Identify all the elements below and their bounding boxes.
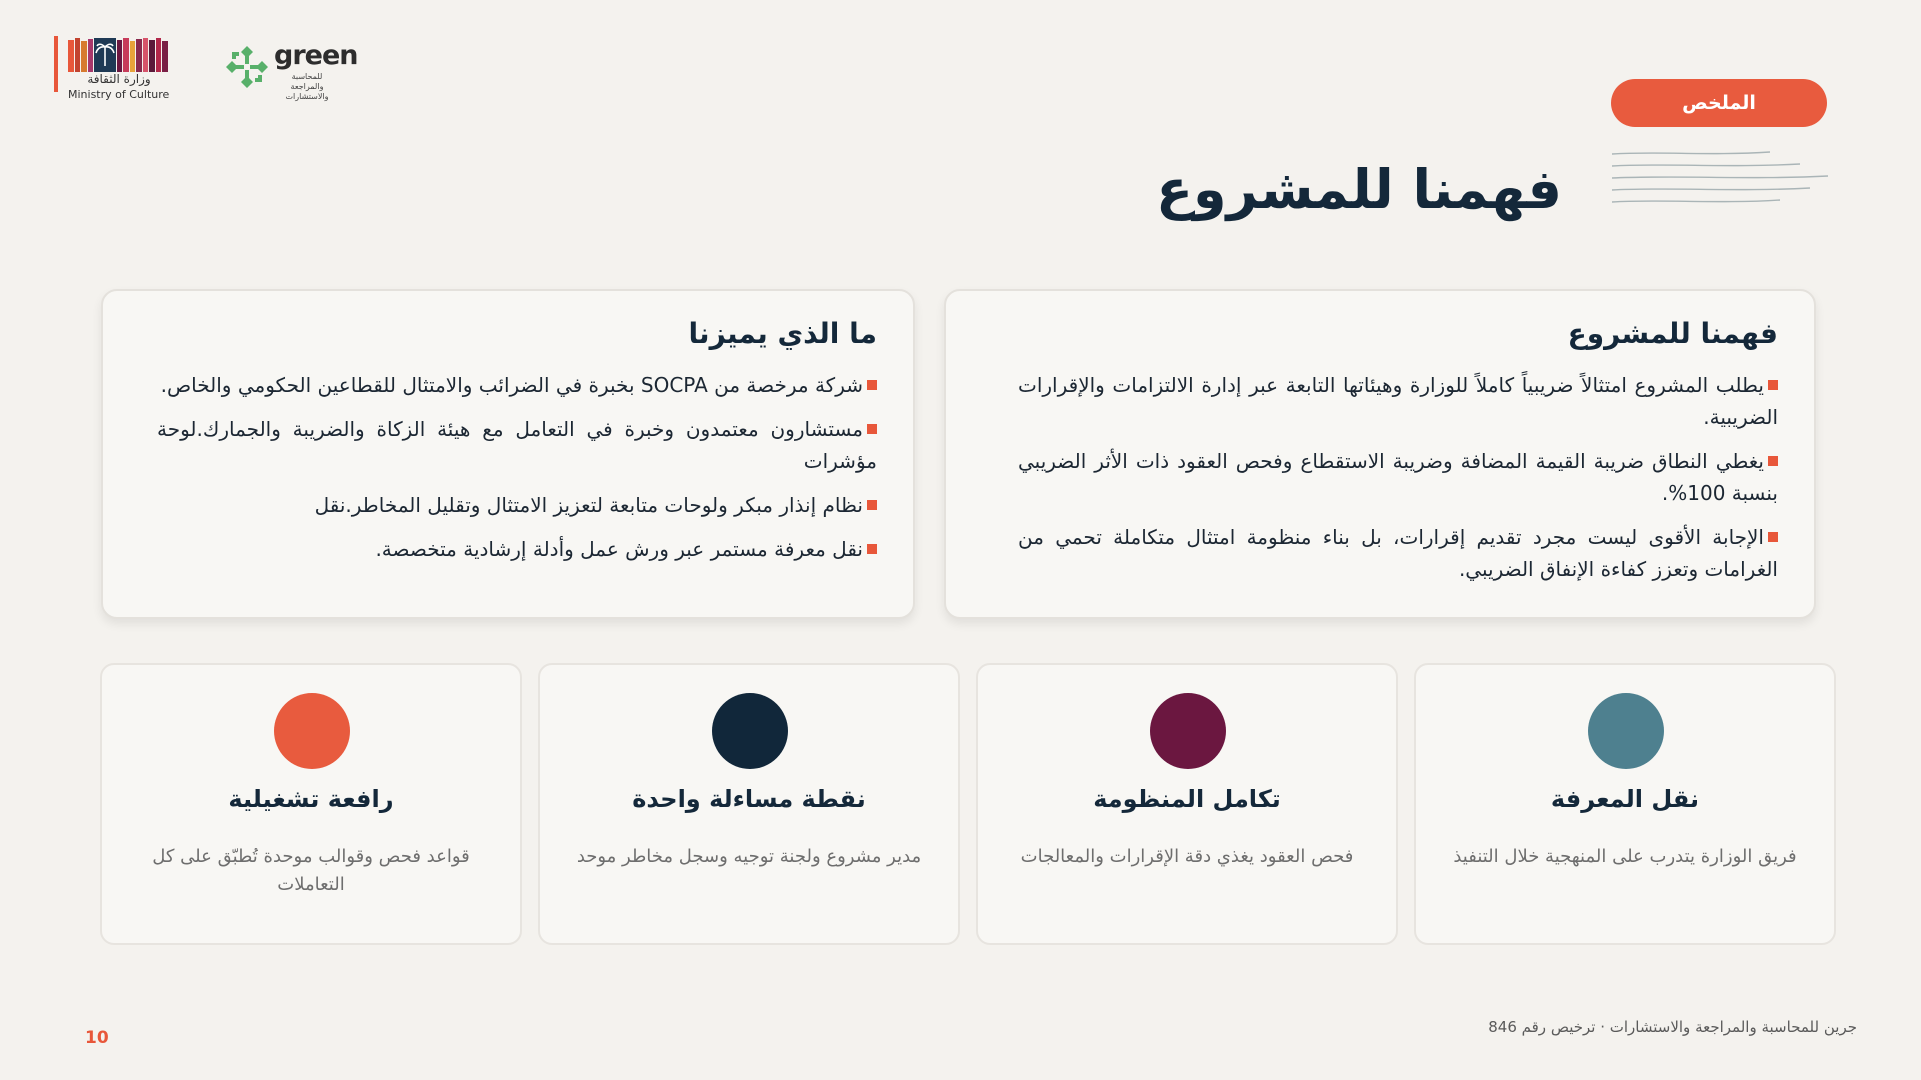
understanding-panel [944,289,1816,619]
card-description: مدير مشروع ولجنة توجيه وسجل مخاطر موحد [576,846,922,867]
green-subtitle: للمحاسبة والمراجعة والاستشارات [285,72,329,101]
page-number: 10 [85,1028,109,1048]
bullet-item [157,533,877,565]
page-title: فهمنا للمشروع [1156,158,1562,221]
bullet-item [157,369,877,401]
distinction-panel [101,289,915,619]
bullet-text: شركة مرخصة من SOCPA بخبرة في الضرائب والامتثال للقطاعين الحكومي والخاص. [160,373,863,397]
bullet-square-icon [1768,456,1778,466]
card-description: فحص العقود يغذي دقة الإقرارات والمعالجات [1020,846,1354,867]
card-color-dot [1588,693,1664,769]
bullet-text: نظام إنذار مبكر ولوحات متابعة لتعزيز الامتثال وتقليل المخاطر.نقل [314,493,863,517]
bullet-text: يطلب المشروع امتثالاً ضريبياً كاملاً للوزارة وهيئاتها التابعة عبر إدارة الالتزامات والإقرارات الضريبية. [1018,373,1778,429]
bullet-text: يغطي النطاق ضريبة القيمة المضافة وضريبة الاستقطاع وفحص العقود ذات الأثر الضريبي بنسبة 100%. [1018,449,1778,505]
bullet-text: مستشارون معتمدون وخبرة في التعامل مع هيئة الزكاة والضريبة والجمارك.لوحة مؤشرات [157,417,877,473]
bullet-item [1018,445,1778,509]
bullet-square-icon [1768,532,1778,542]
card-color-dot [274,693,350,769]
bullet-square-icon [1768,380,1778,390]
feature-card-single-accountability [538,663,960,945]
bullet-square-icon [867,500,877,510]
card-color-dot [1150,693,1226,769]
distinction-title: ما الذي يميزنا [688,317,877,350]
card-title: تكامل المنظومة [1093,785,1281,813]
understanding-bullets [1018,369,1778,597]
section-pill: الملخص [1611,79,1827,127]
books-palm-icon [68,38,170,72]
card-description: قواعد فحص وقوالب موحدة تُطبّق على كل التعاملات [152,846,470,895]
card-title: نقطة مساءلة واحدة [632,785,866,813]
bullet-item [1018,521,1778,585]
feature-card-system-integration [976,663,1398,945]
card-description: فريق الوزارة يتدرب على المنهجية خلال التنفيذ [1453,846,1797,867]
bullet-square-icon [867,380,877,390]
bullet-item [1018,369,1778,433]
green-mark-icon [224,44,270,90]
bullet-square-icon [867,424,877,434]
green-wordmark: green [274,40,358,71]
understanding-title: فهمنا للمشروع [1567,317,1778,350]
decorative-lines [1610,150,1830,212]
ministry-of-culture-logo [54,36,180,106]
bullet-square-icon [867,544,877,554]
card-color-dot [712,693,788,769]
bullet-item [157,489,877,521]
logo-accent-bar [54,36,58,92]
distinction-bullets [157,369,877,577]
bullet-text: الإجابة الأقوى ليست مجرد تقديم إقرارات، بل بناء منظومة امتثال متكاملة تحمي من الغرامات وتعزز كفاءة الإنفاق الضريبي. [1018,525,1778,581]
green-logo [224,40,358,101]
bullet-text: نقل معرفة مستمر عبر ورش عمل وأدلة إرشادية متخصصة. [375,537,863,561]
feature-card-knowledge-transfer [1414,663,1836,945]
card-title: رافعة تشغيلية [228,785,394,813]
ministry-name-arabic: وزارة الثقافة [87,72,151,86]
feature-card-operational-lever [100,663,522,945]
bullet-item [157,413,877,477]
footer-note: جرين للمحاسبة والمراجعة والاستشارات · ترخيص رقم 846 [1488,1018,1857,1036]
ministry-name-english: Ministry of Culture [68,88,170,101]
card-title: نقل المعرفة [1550,785,1700,813]
